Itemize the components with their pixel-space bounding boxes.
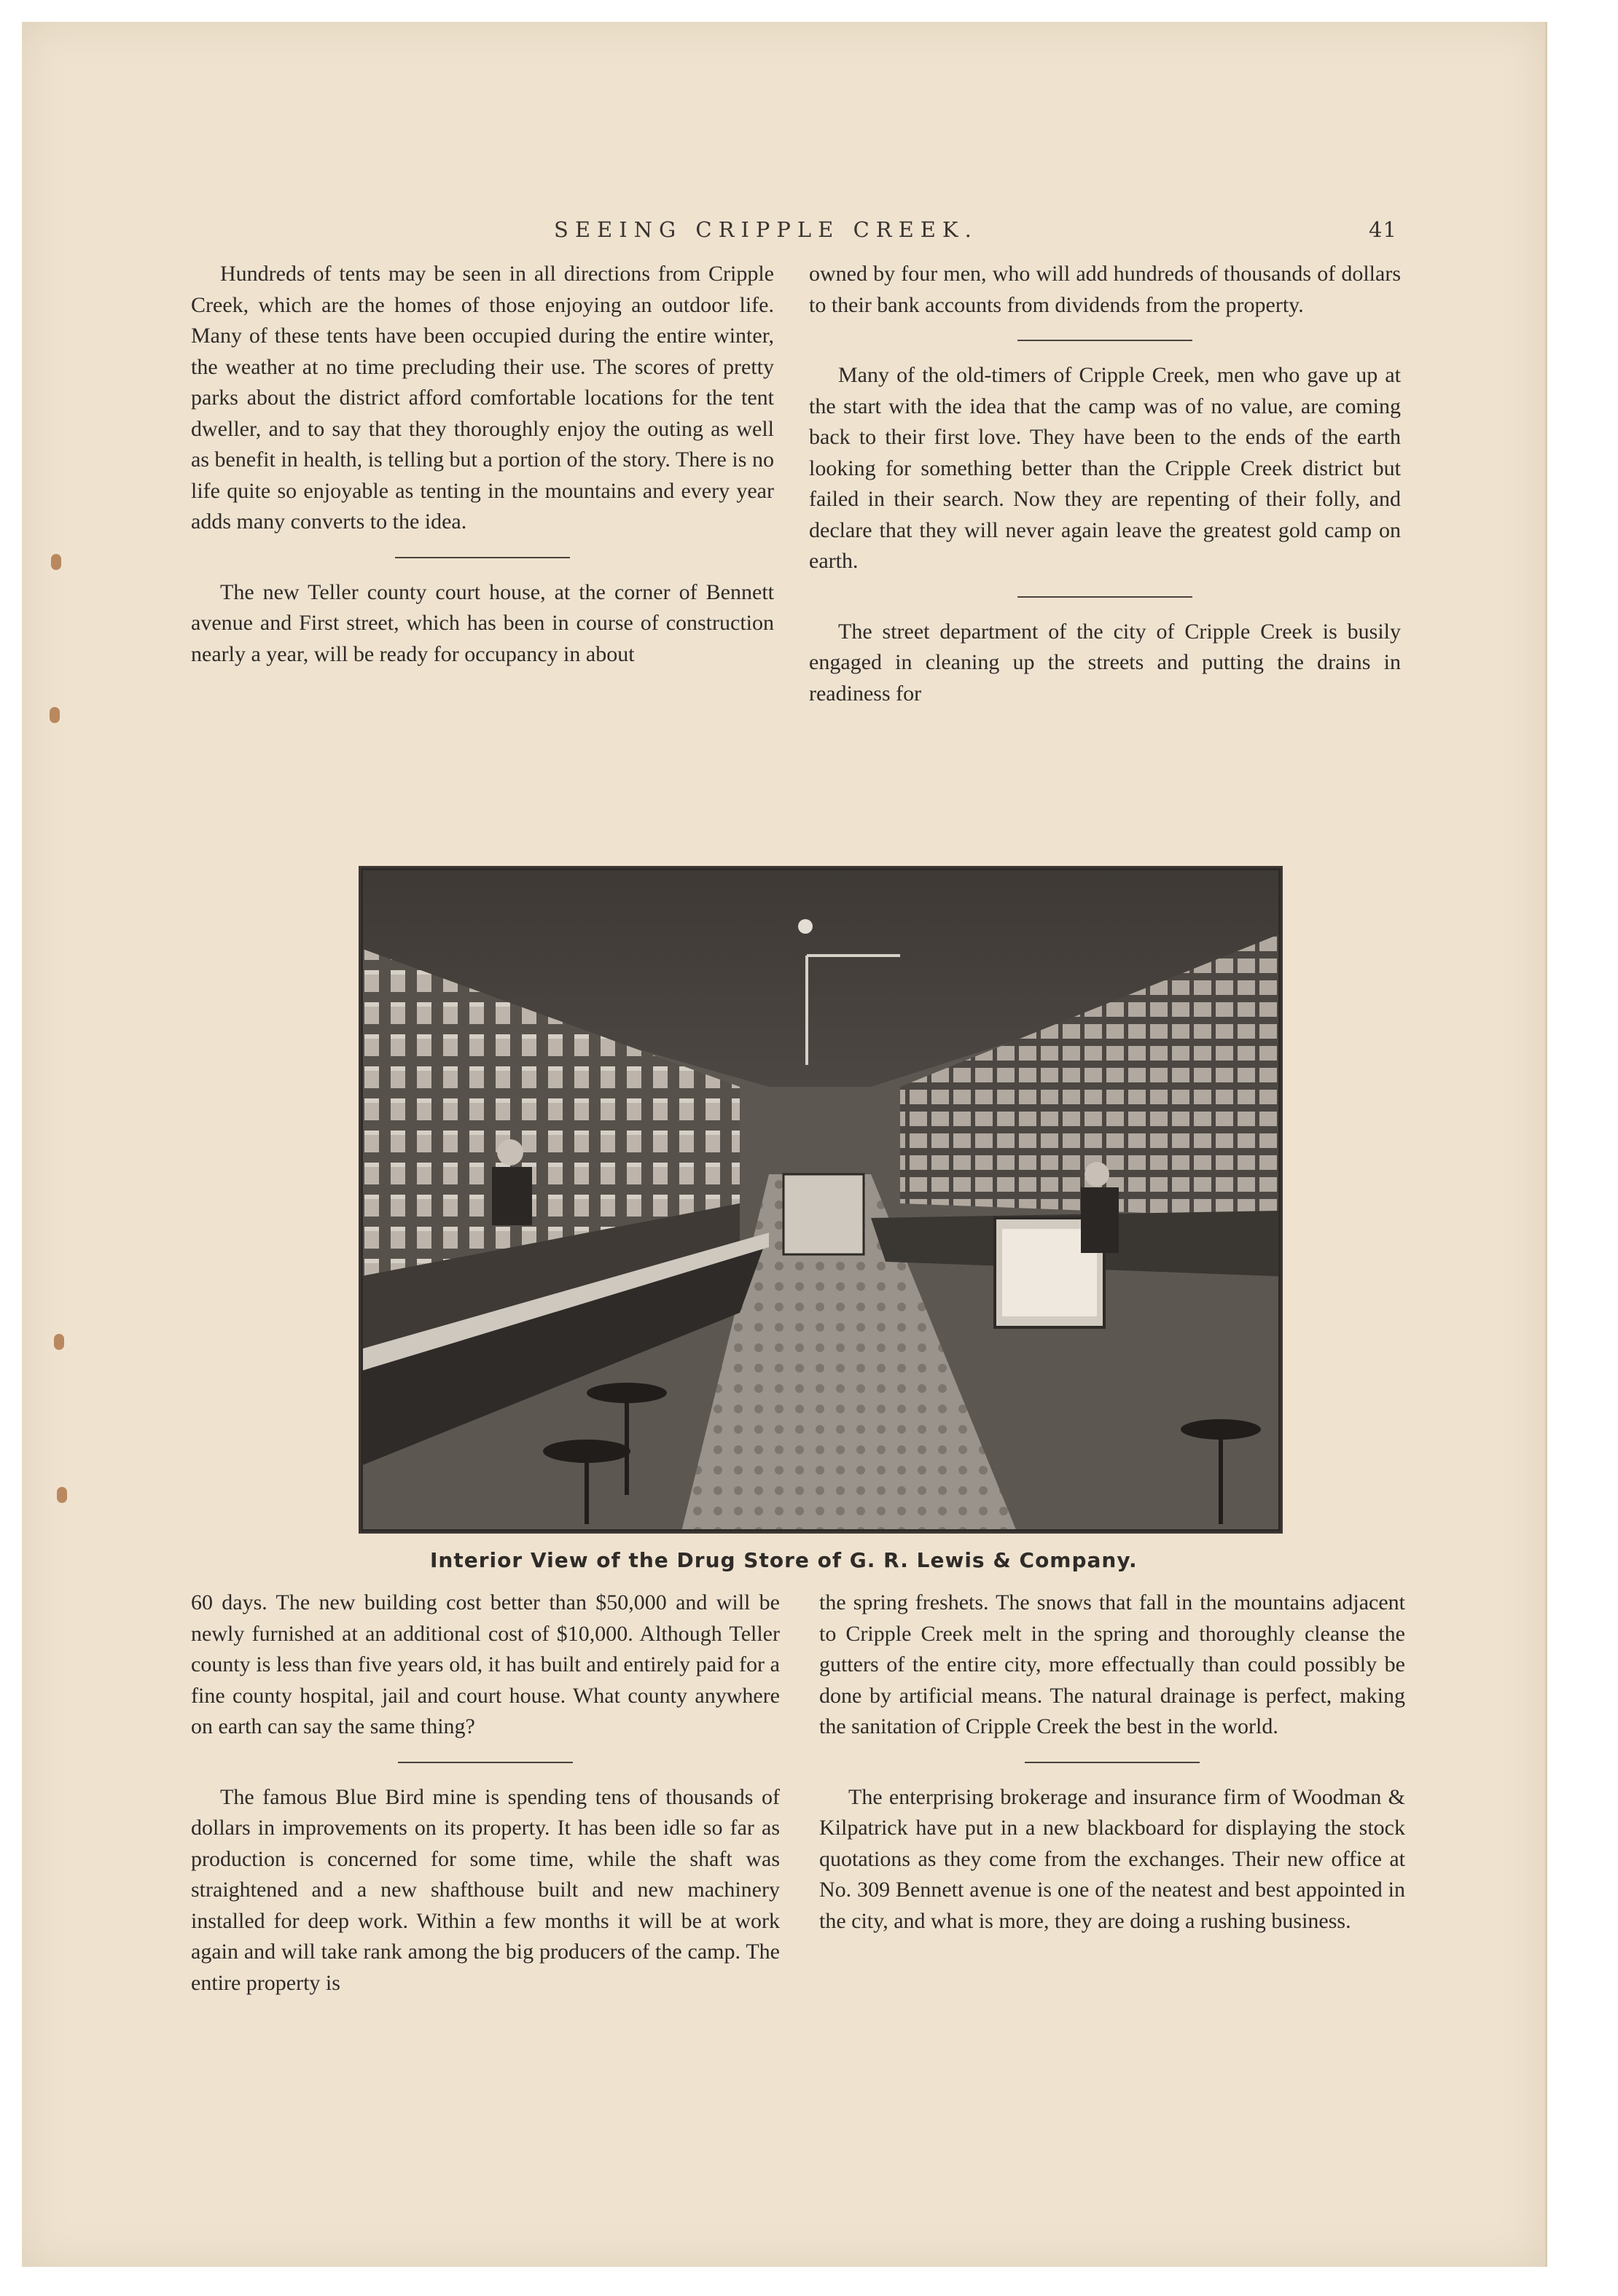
paragraph-woodman-kilpatrick: The enterprising brokerage and insurance firm of Woodman & Kilpatrick have put in a new blackboard for displaying the stock quotations as they come from the exchanges. Their new office at No. 309 Bennett avenue is one of the neatest and best appointed in the city, and what is more, they are doing a rushing business. bbox=[819, 1784, 1405, 1933]
book-page bbox=[22, 22, 1547, 2267]
binding-hole bbox=[50, 707, 60, 723]
bottom-right-column bbox=[819, 1588, 1405, 1937]
photo-caption: Interior View of the Drug Store of G. R. Lewis & Company. bbox=[430, 1548, 1138, 1572]
section-divider bbox=[1025, 1762, 1200, 1763]
paragraph-owners: owned by four men, who will add hundreds of thousands of dollars to their bank accounts from dividends from the property. bbox=[809, 262, 1401, 317]
section-divider bbox=[1017, 340, 1192, 341]
binding-hole bbox=[57, 1487, 67, 1503]
binding-hole bbox=[54, 1334, 64, 1350]
top-right-column bbox=[809, 259, 1401, 709]
page-number: 41 bbox=[1369, 217, 1397, 242]
binding-hole bbox=[51, 554, 61, 570]
section-divider bbox=[398, 1762, 573, 1763]
running-title: SEEING CRIPPLE CREEK. bbox=[554, 217, 978, 242]
paragraph-tents: Hundreds of tents may be seen in all directions from Cripple Creek, which are the homes of those enjoying an outdoor life. Many of these tents have been occupied during the entire winter, the weather at no time precluding their use. The scores of pretty parks about the district afford comfortable locations for the tent dweller, and to say that they thoroughly enjoy the outing as well as benefit in health, is telling but a portion of the story. There is no life quite so enjoyable as tenting in the mountains and every year adds many converts to the idea. bbox=[191, 262, 774, 534]
drug-store-photo bbox=[359, 866, 1283, 1534]
paragraph-building-cost: 60 days. The new building cost better than $50,000 and will be newly furnished at an additional cost of $10,000. Although Teller county is less than five years old, it has built and entirely paid for a fine county hospital, jail and court house. What county anywhere on earth can say the same thing? bbox=[191, 1590, 780, 1738]
section-divider bbox=[1017, 596, 1192, 598]
section-divider bbox=[395, 557, 570, 558]
paragraph-street-department: The street department of the city of Cripple Creek is busily engaged in cleaning up the streets and putting the drains in readiness for bbox=[809, 619, 1401, 706]
top-left-column bbox=[191, 259, 774, 670]
paragraph-court-house: The new Teller county court house, at the corner of Bennett avenue and First street, which has been in course of construction nearly a year, will be ready for occupancy in about bbox=[191, 579, 774, 666]
drug-store-interior-image bbox=[361, 868, 1281, 1531]
paragraph-spring-freshets: the spring freshets. The snows that fall in the mountains adjacent to Cripple Creek melt in the spring and thoroughly cleanse the gutters of the entire city, more effectually than could possibly be done by artificial means. The natural drainage is perfect, making the sanitation of Cripple Creek the best in the world. bbox=[819, 1590, 1405, 1738]
paragraph-blue-bird-mine: The famous Blue Bird mine is spending tens of thousands of dollars in improvements on its property. It has been idle so far as production is concerned for some time, while the shaft was straightened and a new shafthouse built and new machinery installed for deep work. Within a few months it will be at work again and will take rank among the big producers of the camp. The entire property is bbox=[191, 1784, 780, 1995]
paragraph-old-timers: Many of the old-timers of Cripple Creek, men who gave up at the start with the idea that the camp was of no value, are coming back to their first love. They have been to the ends of the earth looking for something better than the Cripple Creek district but failed in their search. Now they are repenting of their folly, and declare that they will never again leave the greatest gold camp on earth. bbox=[809, 363, 1401, 573]
bottom-left-column bbox=[191, 1588, 780, 1999]
